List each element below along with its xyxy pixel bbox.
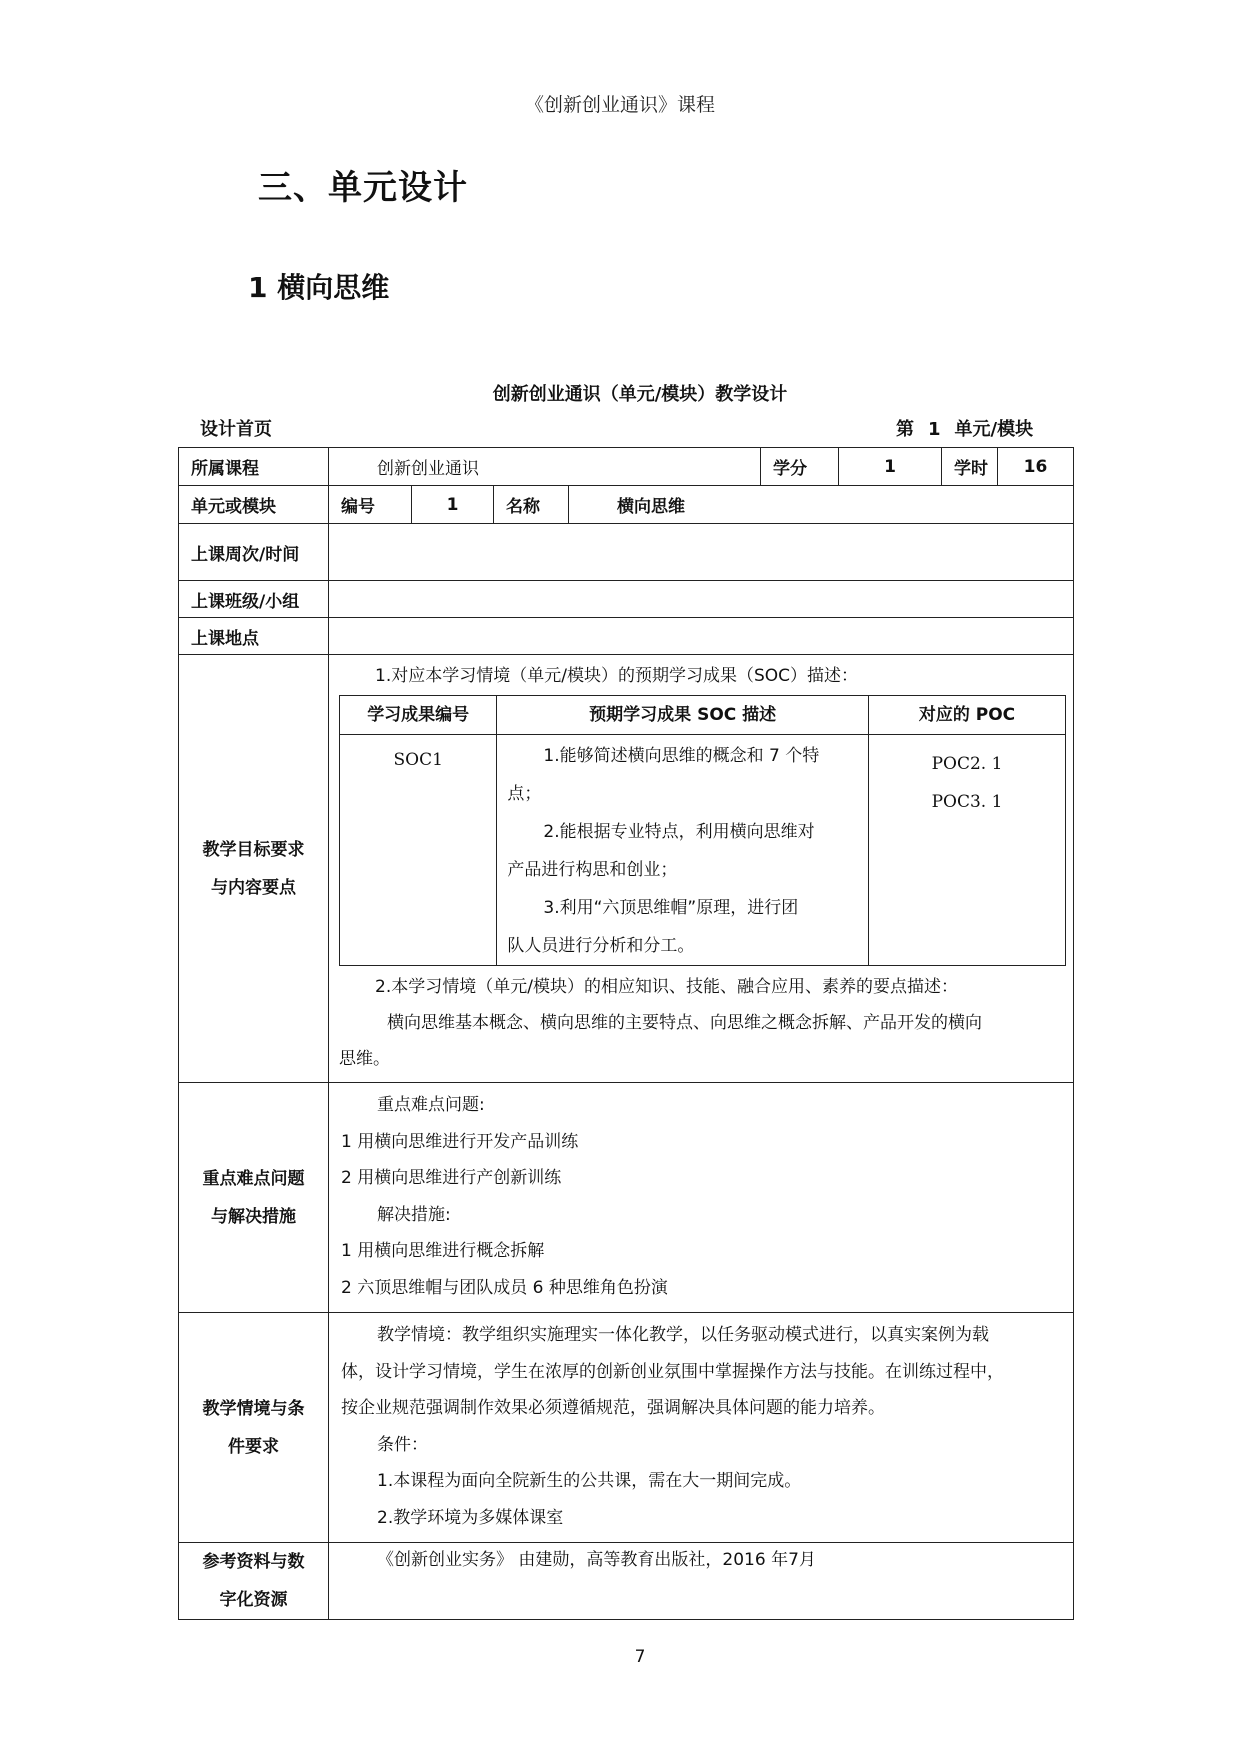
difficulties-row — [179, 1083, 1074, 1313]
context-label — [179, 1313, 329, 1543]
unit-label — [896, 415, 1033, 441]
difficulties-line: 2 用横向思维进行产创新训练 — [341, 1168, 562, 1188]
objectives-point2-line2: 思维。 — [339, 1049, 390, 1069]
week-row — [179, 524, 1074, 581]
references-content — [329, 1543, 1074, 1620]
week-label: 上课周次/时间 — [179, 524, 329, 581]
subsection-title: 1 横向思维 — [248, 271, 390, 304]
difficulties-content — [329, 1083, 1074, 1313]
soc-desc-line: 3.利用“六顶思维帽”原理，进行团 — [543, 898, 799, 918]
objectives-row — [179, 655, 1074, 1083]
context-cond-2: 2.教学环境为多媒体课室 — [377, 1507, 564, 1528]
module-name-value: 横向思维 — [569, 486, 1074, 524]
course-row — [179, 448, 1074, 486]
table-title: 创新创业通识（单元/模块）教学设计 — [492, 384, 788, 405]
references-label-line1: 参考资料与数 — [202, 1552, 305, 1572]
soc-description — [497, 735, 869, 966]
context-para-line: 体，设计学习情境，学生在浓厚的创新创业氛围中掌握操作方法与技能。在训练过程中， — [341, 1361, 1004, 1382]
week-value — [329, 524, 1074, 581]
context-cond-1: 1.本课程为面向全院新生的公共课，需在大一期间完成。 — [377, 1471, 802, 1491]
soc-table — [339, 695, 1066, 966]
difficulties-line: 2 六顶思维帽与团队成员 6 种思维角色扮演 — [341, 1277, 668, 1298]
soc-desc-line: 队人员进行分析和分工。 — [507, 936, 695, 956]
difficulties-label-line2: 与解决措施 — [211, 1206, 296, 1227]
objectives-content — [329, 655, 1074, 1083]
context-row — [179, 1313, 1074, 1543]
context-cond-label: 条件： — [377, 1434, 428, 1455]
difficulties-label-line1: 重点难点问题 — [202, 1168, 305, 1189]
class-row — [179, 581, 1074, 618]
soc-desc-line: 1.能够简述横向思维的概念和 7 个特 — [543, 746, 820, 766]
context-label-line1: 教学情境与条 — [202, 1398, 305, 1419]
references-label — [179, 1543, 329, 1620]
difficulties-line: 重点难点问题: — [377, 1095, 485, 1115]
context-para-line: 教学情境：教学组织实施理实一体化教学，以任务驱动模式进行，以真实案例为载 — [377, 1325, 989, 1345]
objectives-point2: 2.本学习情境（单元/模块）的相应知识、技能、融合应用、素养的要点描述： — [375, 977, 958, 997]
module-name-label: 名称 — [494, 486, 569, 524]
context-content — [329, 1313, 1074, 1543]
objectives-label-line1: 教学目标要求 — [202, 839, 305, 860]
objectives-intro: 1.对应本学习情境（单元/模块）的预期学习成果（SOC）描述： — [375, 666, 858, 686]
soc-poc — [869, 735, 1066, 966]
module-row — [179, 486, 1074, 524]
page-number: 7 — [634, 1647, 646, 1667]
objectives-label — [179, 655, 329, 1083]
course-value: 创新创业通识 — [329, 448, 761, 486]
location-label: 上课地点 — [179, 618, 329, 655]
soc-desc-line: 点； — [507, 784, 542, 804]
unit-number: 1 — [928, 419, 941, 440]
references-label-line2: 字化资源 — [219, 1590, 288, 1610]
location-value — [329, 618, 1074, 655]
soc-desc-line: 2.能根据专业特点，利用横向思维对 — [543, 822, 815, 842]
context-para-line: 按企业规范强调制作效果必须遵循规范，强调解决具体问题的能力培养。 — [341, 1398, 885, 1418]
soc-header-desc: 预期学习成果 SOC 描述 — [497, 696, 869, 735]
class-label: 上课班级/小组 — [179, 581, 329, 618]
section-title: 三、单元设计 — [258, 168, 468, 208]
hours-label: 学时 — [942, 448, 998, 486]
difficulties-line: 解决措施: — [377, 1204, 451, 1225]
context-label-line2: 件要求 — [228, 1436, 279, 1457]
soc-id: SOC1 — [340, 735, 497, 966]
soc-header-poc: 对应的 POC — [869, 696, 1066, 735]
soc-header-row — [340, 696, 1066, 735]
unit-prefix: 第 — [896, 419, 914, 440]
difficulties-line: 1 用横向思维进行概念拆解 — [341, 1241, 545, 1261]
location-row — [179, 618, 1074, 655]
objectives-point2-line1: 横向思维基本概念、横向思维的主要特点、向思维之概念拆解、产品开发的横向 — [387, 1013, 982, 1033]
soc-desc-line: 产品进行构思和创业； — [507, 860, 678, 880]
design-table — [178, 447, 1074, 1620]
running-header: 《创新创业通识》课程 — [524, 94, 715, 116]
hours-value: 16 — [998, 448, 1074, 486]
poc-item: POC3. 1 — [931, 792, 1003, 812]
references-row — [179, 1543, 1074, 1620]
design-home-label: 设计首页 — [200, 419, 272, 440]
soc-header-id: 学习成果编号 — [340, 696, 497, 735]
references-text: 《创新创业实务》 由建勋，高等教育出版社，2016 年7月 — [377, 1550, 816, 1570]
module-label: 单元或模块 — [179, 486, 329, 524]
credit-label: 学分 — [761, 448, 839, 486]
module-id-value: 1 — [412, 486, 494, 524]
module-id-label: 编号 — [329, 486, 412, 524]
course-label: 所属课程 — [179, 448, 329, 486]
credit-value: 1 — [839, 448, 942, 486]
soc-row — [340, 735, 1066, 966]
poc-item: POC2. 1 — [931, 754, 1003, 774]
objectives-label-line2: 与内容要点 — [211, 877, 296, 898]
difficulties-label — [179, 1083, 329, 1313]
class-value — [329, 581, 1074, 618]
unit-suffix: 单元/模块 — [954, 419, 1034, 440]
difficulties-line: 1 用横向思维进行开发产品训练 — [341, 1131, 579, 1152]
